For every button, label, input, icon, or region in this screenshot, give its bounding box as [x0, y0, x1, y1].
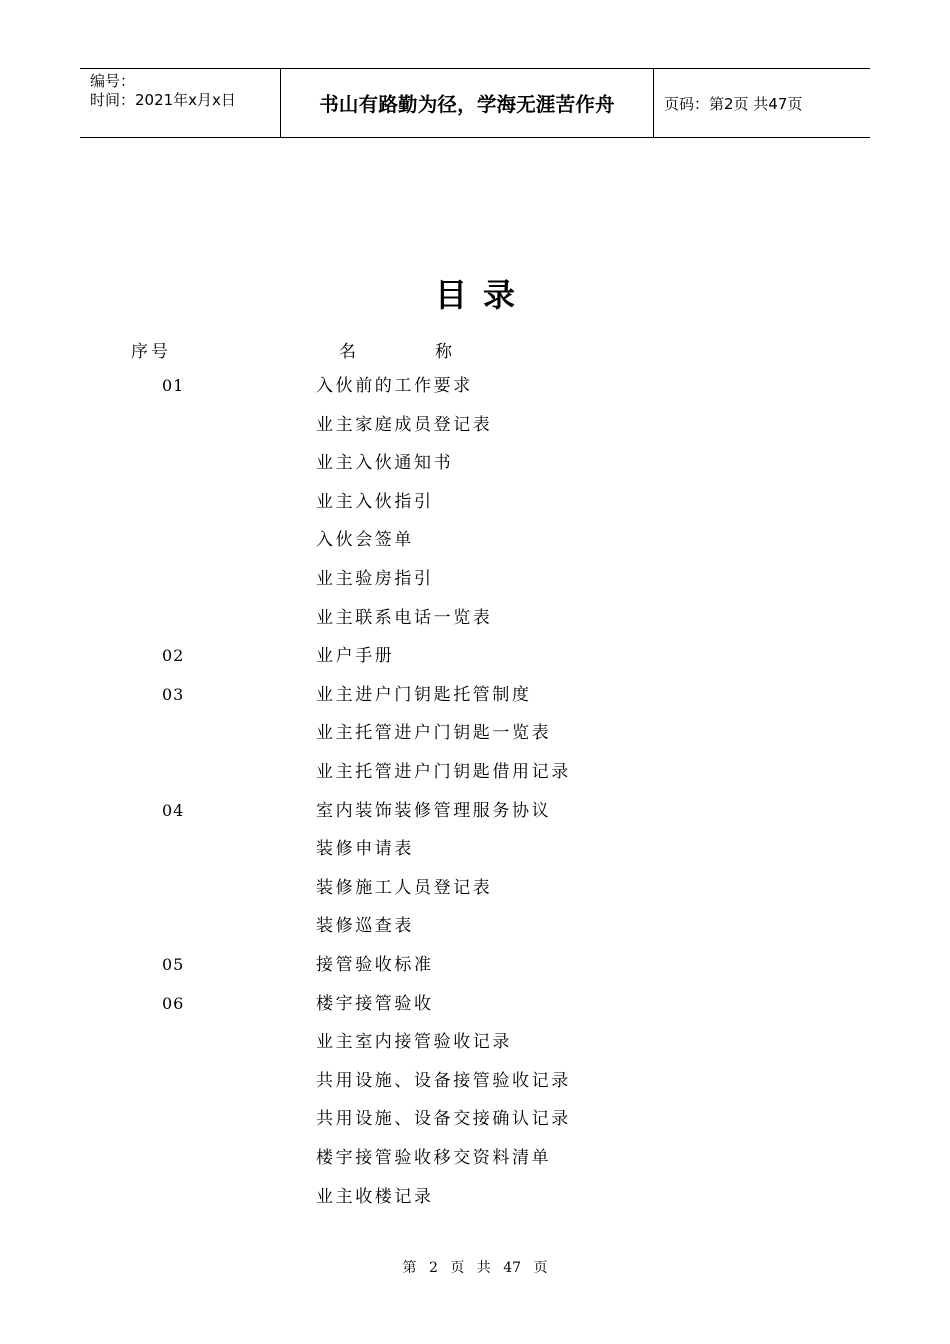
toc-row	[0, 1107, 950, 1131]
time-label: 时间：2021年x月x日	[90, 91, 236, 109]
column-header-seq: 序号	[131, 342, 171, 362]
header-info-cell	[80, 69, 281, 137]
toc-row	[0, 1069, 950, 1093]
toc-row	[0, 799, 950, 823]
toc-row	[0, 567, 950, 591]
toc-row-name: 业主验房指引	[316, 569, 434, 589]
footer-ye: 页	[450, 1260, 465, 1276]
toc-row-name: 业主入伙指引	[316, 491, 434, 512]
footer-di: 第	[402, 1260, 417, 1276]
toc-row-name: 装修施工人员登记表	[316, 877, 493, 898]
toc-row-name: 业户手册	[316, 646, 395, 667]
toc-row	[0, 606, 950, 630]
toc-row	[0, 1146, 950, 1170]
toc-row-name: 室内装饰装修管理服务协议	[316, 800, 552, 821]
page-header	[80, 68, 870, 138]
toc-row	[0, 953, 950, 977]
toc-row	[0, 876, 950, 900]
toc-row	[0, 1030, 950, 1054]
column-header-name-part1: 名	[339, 342, 356, 362]
toc-row-number: 06	[162, 993, 185, 1013]
toc-row-name: 业主家庭成员登记表	[316, 414, 493, 435]
footer-page-number: 2	[428, 1260, 438, 1276]
toc-row	[0, 644, 950, 668]
toc-row-name: 业主托管进户门钥匙借用记录	[316, 762, 571, 782]
toc-row-name: 业主室内接管验收记录	[316, 1032, 512, 1053]
toc-row-name: 业主进户门钥匙托管制度	[316, 684, 532, 705]
toc-row-name: 装修申请表	[316, 839, 414, 860]
footer-gong: 共	[476, 1260, 491, 1276]
toc-row-number: 04	[162, 800, 185, 820]
toc-row	[0, 528, 950, 552]
toc-row	[0, 413, 950, 437]
toc-row-number: 02	[162, 646, 185, 666]
toc-row-name: 入伙前的工作要求	[316, 376, 473, 396]
toc-row-name: 楼宇接管验收移交资料清单	[316, 1148, 552, 1168]
toc-row-name: 楼宇接管验收	[316, 993, 434, 1014]
toc-row-name: 装修巡查表	[316, 916, 414, 937]
toc-row-name: 接管验收标准	[316, 955, 434, 975]
header-page-label: 页码：第2页 共47页	[664, 94, 803, 113]
toc-row	[0, 992, 950, 1016]
toc-row	[0, 490, 950, 514]
serial-label: 编号：	[90, 72, 136, 90]
toc-row	[0, 451, 950, 475]
column-header-name-part2: 称	[435, 342, 452, 362]
page-footer	[0, 1257, 950, 1277]
toc-row-number: 05	[162, 955, 185, 974]
toc-row	[0, 914, 950, 938]
toc-row	[0, 1185, 950, 1209]
toc-row-name: 入伙会签单	[316, 530, 414, 551]
toc-row-name: 共用设施、设备交接确认记录	[316, 1109, 571, 1130]
toc-row	[0, 683, 950, 707]
footer-total-pages: 47	[503, 1260, 522, 1276]
document-title: 目录	[434, 276, 531, 314]
toc-row-name: 业主托管进户门钥匙一览表	[316, 723, 552, 744]
toc-row	[0, 760, 950, 784]
toc-row-number: 03	[162, 684, 185, 704]
footer-ye2: 页	[533, 1260, 548, 1276]
toc-row-name: 业主收楼记录	[316, 1186, 434, 1207]
toc-row	[0, 721, 950, 745]
toc-row-name: 业主联系电话一览表	[316, 607, 493, 628]
toc-row-number: 01	[162, 376, 185, 395]
toc-row	[0, 837, 950, 861]
toc-row-name: 共用设施、设备接管验收记录	[316, 1070, 571, 1091]
header-motto: 书山有路勤为径，学海无涯苦作舟	[281, 69, 654, 137]
toc-row	[0, 374, 950, 398]
toc-row-name: 业主入伙通知书	[316, 453, 454, 474]
